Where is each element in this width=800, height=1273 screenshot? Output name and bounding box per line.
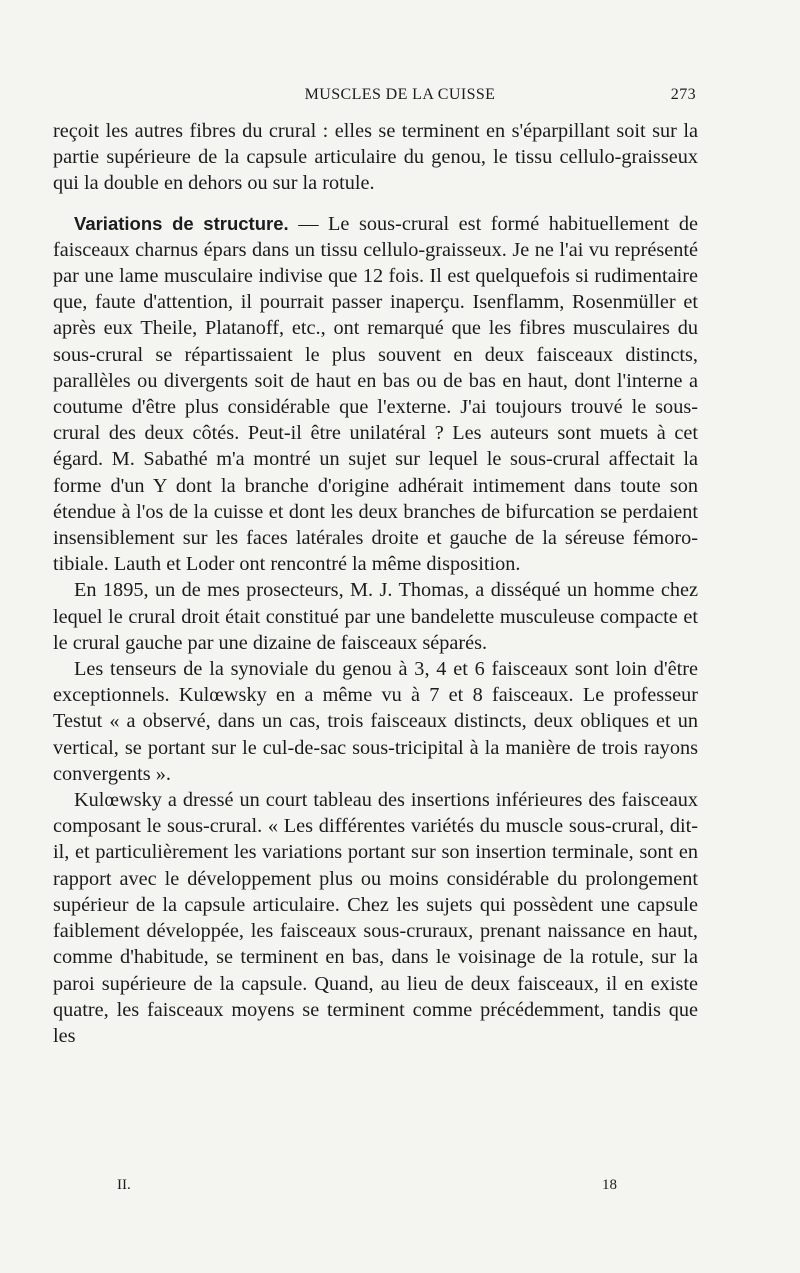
- paragraph: Les tenseurs de la synoviale du genou à 3, 4 et 6 faisceaux sont loin d'être exceptionnels. Kulœwsky en a même vu à 7 et 8 faisceaux. Le professeur Testut « a observé, dans un cas, trois faisceaux distincts, deux obliques et un vertical, se portant sur le cul-de-sac sous-tricipital à la manière de trois rayons convergents ».: [53, 658, 698, 785]
- signature-mark: II.: [117, 1177, 131, 1193]
- paragraph: Kulœwsky a dressé un court tableau des insertions inférieures des faisceaux composant le sous-crural. « Les différentes variétés du muscle sous-crural, dit-il, et particulièrement les variations portant sur son insertion terminale, sont en rapport avec le développement plus ou moins considérable du prolongement supérieur de la capsule articulaire. Chez les sujets qui possèdent une capsule faiblement développée, les faisceaux sous-cruraux, prenant naissance en haut, comme d'habitude, se terminent en bas, dans le voisinage de la rotule, sur la paroi supérieure de la capsule. Quand, au lieu de deux faisceaux, il en existe quatre, les faisceaux moyens se terminent comme précédemment, tandis que les: [53, 789, 698, 1047]
- body-text: [53, 118, 698, 1049]
- run-in-heading: Variations de structure.: [74, 212, 289, 234]
- running-header: [0, 86, 800, 110]
- paragraph-continuation: reçoit les autres fibres du crural : elles se terminent en s'éparpillant soit sur la partie supérieure de la capsule articulaire du genou, le tissu cellulo-graisseux qui la double en dehors ou sur la rotule.: [53, 120, 698, 195]
- paragraph: En 1895, un de mes prosecteurs, M. J. Thomas, a disséqué un homme chez lequel le crural droit était constitué par une bandelette musculeuse compacte et le crural gauche par une dizaine de faisceaux séparés.: [53, 579, 698, 654]
- paragraph-variations: [53, 211, 698, 578]
- running-title: MUSCLES DE LA CUISSE: [304, 86, 496, 103]
- page-number: 273: [670, 86, 696, 103]
- paragraph-text: — Le sous-crural est formé habituellement de faisceaux charnus épars dans un tissu cellulo-graisseux. Je ne l'ai vu représenté par une lame musculaire indivise que 12 fois. Il est quelquefois si rudimentaire que, faute d'attention, il pourrait passer inaperçu. Isenflamm, Rosenmüller et après eux Theile, Platanoff, etc., ont remarqué que les fibres musculaires du sous-crural se répartissaient le plus souvent en deux faisceaux distincts, parallèles ou divergents soit de haut en bas ou de bas en haut, dont l'interne a coutume d'être plus considérable que l'externe. J'ai toujours trouvé le sous-crural des deux côtés. Peut-il être unilatéral ? Les auteurs sont muets à cet égard. M. Sabathé m'a montré un sujet sur lequel le sous-crural affectait la forme d'un Y dont la branche d'origine adhérait intimement dans toute son étendue à l'os de la cuisse et dont les deux branches de bifurcation se perdaient insensiblement sur les faces latérales droite et gauche de la séreuse fémoro-tibiale. Lauth et Loder ont rencontré la même disposition.: [53, 212, 698, 576]
- sheet-number: 18: [602, 1177, 617, 1193]
- page-footer: [0, 1177, 800, 1199]
